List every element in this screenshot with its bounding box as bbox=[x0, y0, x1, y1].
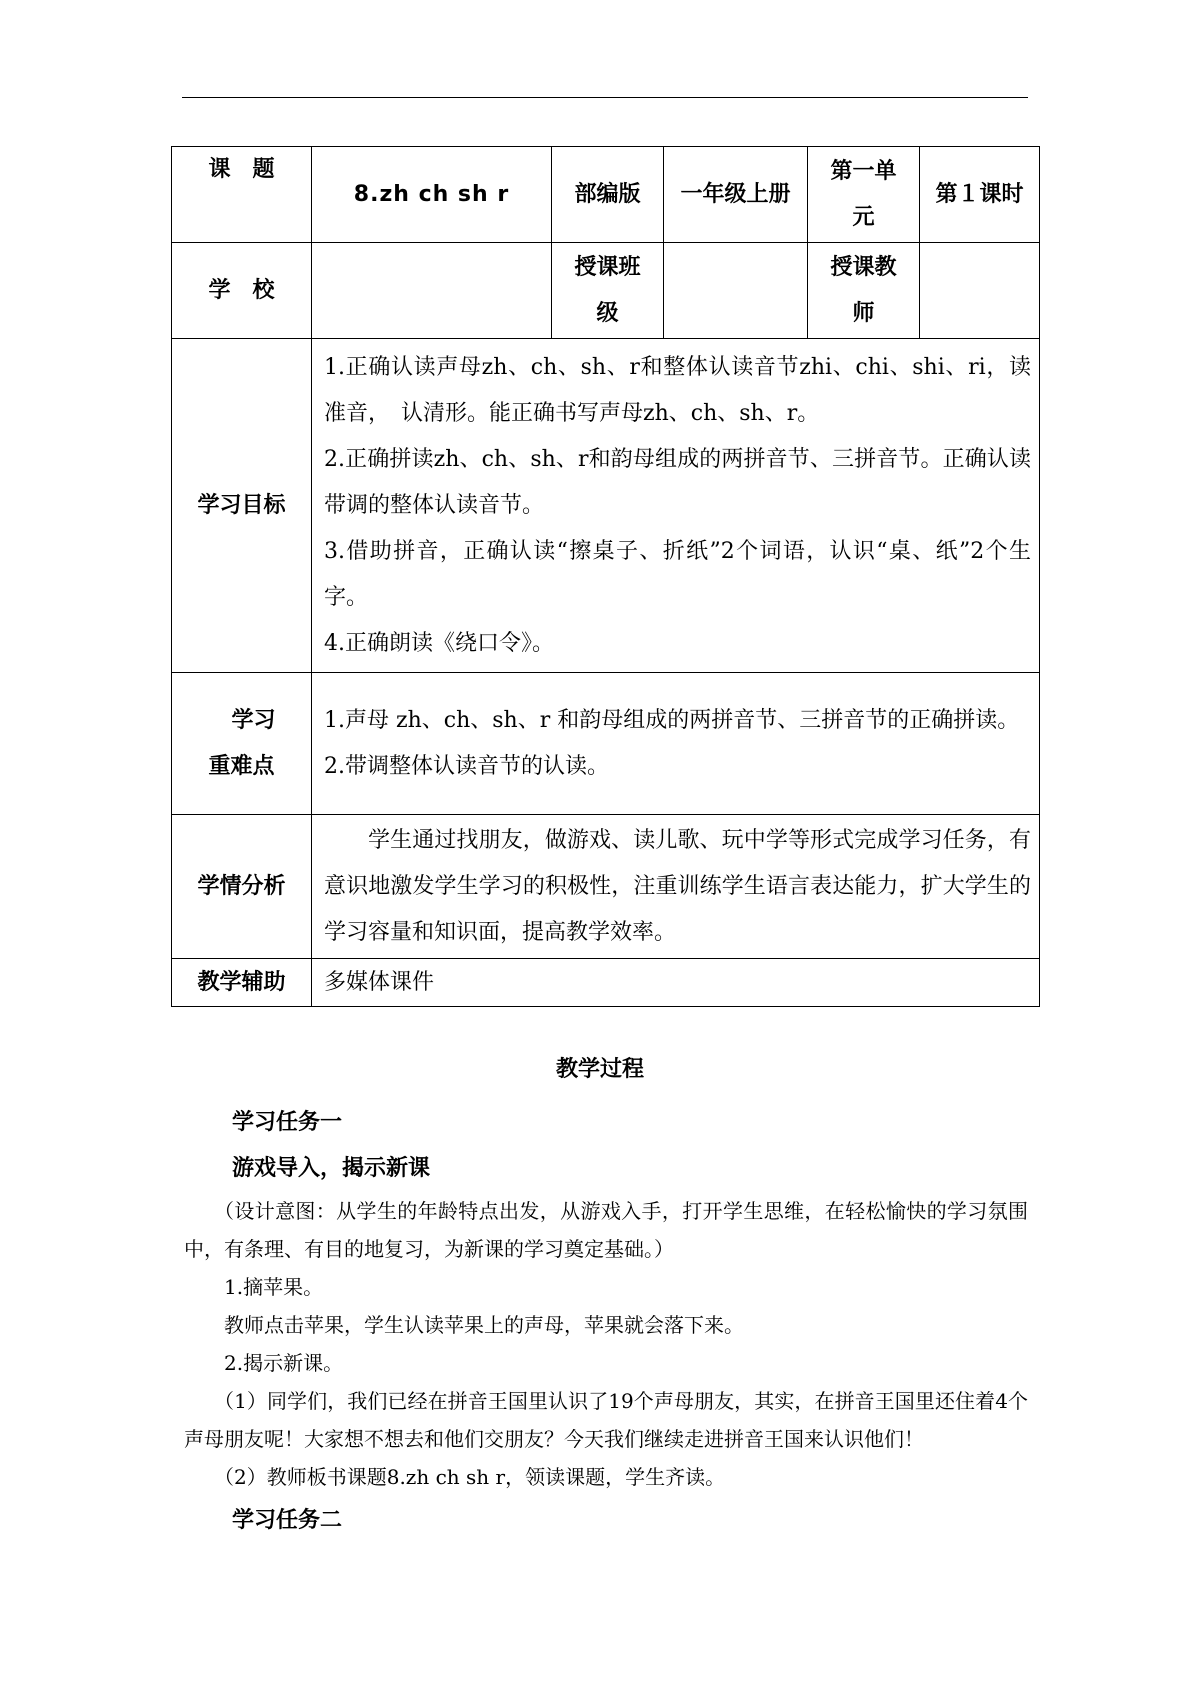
lesson-title: 8.zh ch sh r bbox=[312, 147, 552, 243]
header-rule bbox=[182, 97, 1028, 98]
row-lesson-title bbox=[172, 147, 1040, 243]
label-objectives: 学习目标 bbox=[172, 339, 312, 673]
objective-item: 2.正确拼读zh、ch、sh、r和韵母组成的两拼音节、三拼音节。正确认读带调的整体认读音节。 bbox=[324, 446, 1031, 518]
row-objectives bbox=[172, 339, 1040, 673]
aids-content: 多媒体课件 bbox=[312, 959, 1040, 1007]
design-intent: （设计意图：从学生的年龄特点出发，从游戏入手，打开学生思维，在轻松愉快的学习氛围中，有条理、有目的地复习，为新课的学习奠定基础。） bbox=[184, 1199, 1028, 1261]
row-school bbox=[172, 243, 1040, 339]
label-key-points-line2: 重难点 bbox=[208, 753, 275, 779]
key-point-item: 1.声母 zh、ch、sh、r 和韵母组成的两拼音节、三拼音节的正确拼读。 bbox=[324, 707, 1020, 733]
lesson-info-table bbox=[171, 146, 1040, 1007]
row-key-points bbox=[172, 673, 1040, 815]
row-analysis bbox=[172, 815, 1040, 959]
objective-item: 1.正确认读声母zh、ch、sh、r和整体认读音节zhi、chi、shi、ri，读准音， 认清形。能正确书写声母zh、ch、sh、r。 bbox=[324, 354, 1031, 426]
objectives-content bbox=[312, 339, 1040, 673]
label-aids: 教学辅助 bbox=[172, 959, 312, 1007]
process-body bbox=[184, 1100, 1028, 1546]
teacher-value bbox=[920, 243, 1040, 339]
label-teacher: 授课教师 bbox=[808, 243, 920, 339]
label-key-points bbox=[172, 673, 312, 815]
label-analysis: 学情分析 bbox=[172, 815, 312, 959]
task1-heading: 学习任务一 bbox=[232, 1110, 343, 1135]
step2-1: （1）同学们，我们已经在拼音王国里认识了19个声母朋友，其实，在拼音王国里还住着4个声母朋友呢！大家想不想去和他们交朋友？今天我们继续走进拼音王国来认识他们！ bbox=[184, 1389, 1028, 1451]
step2: 2.揭示新课。 bbox=[224, 1351, 344, 1375]
objective-item: 4.正确朗读《绕口令》。 bbox=[324, 630, 554, 656]
label-class: 授课班级 bbox=[552, 243, 664, 339]
key-point-item: 2.带调整体认读音节的认读。 bbox=[324, 753, 609, 779]
label-school: 学 校 bbox=[172, 243, 312, 339]
task2-heading: 学习任务二 bbox=[232, 1508, 343, 1533]
step1-detail: 教师点击苹果，学生认读苹果上的声母，苹果就会落下来。 bbox=[224, 1313, 744, 1337]
row-aids bbox=[172, 959, 1040, 1007]
objective-item: 3.借助拼音，正确认读“擦桌子、折纸”2个词语，认识“桌、纸”2个生字。 bbox=[324, 538, 1031, 610]
school-value bbox=[312, 243, 552, 339]
label-key-points-line1: 学习 bbox=[231, 707, 276, 733]
step1: 1.摘苹果。 bbox=[224, 1275, 324, 1299]
process-title: 教学过程 bbox=[555, 1057, 644, 1082]
step2-2: （2）教师板书课题8.zh ch sh r，领读课题，学生齐读。 bbox=[214, 1465, 726, 1489]
edition: 部编版 bbox=[552, 147, 664, 243]
analysis-content: 学生通过找朋友，做游戏、读儿歌、玩中学等形式完成学习任务，有意识地激发学生学习的积极性，注重训练学生语言表达能力，扩大学生的学习容量和知识面，提高教学效率。 bbox=[312, 815, 1040, 959]
grade: 一年级上册 bbox=[664, 147, 808, 243]
label-topic: 课 题 bbox=[172, 147, 312, 243]
key-points-content bbox=[312, 673, 1040, 815]
class-value bbox=[664, 243, 808, 339]
unit: 第一单元 bbox=[808, 147, 920, 243]
lesson-period: 第１课时 bbox=[920, 147, 1040, 243]
task1-subheading: 游戏导入，揭示新课 bbox=[232, 1156, 431, 1181]
